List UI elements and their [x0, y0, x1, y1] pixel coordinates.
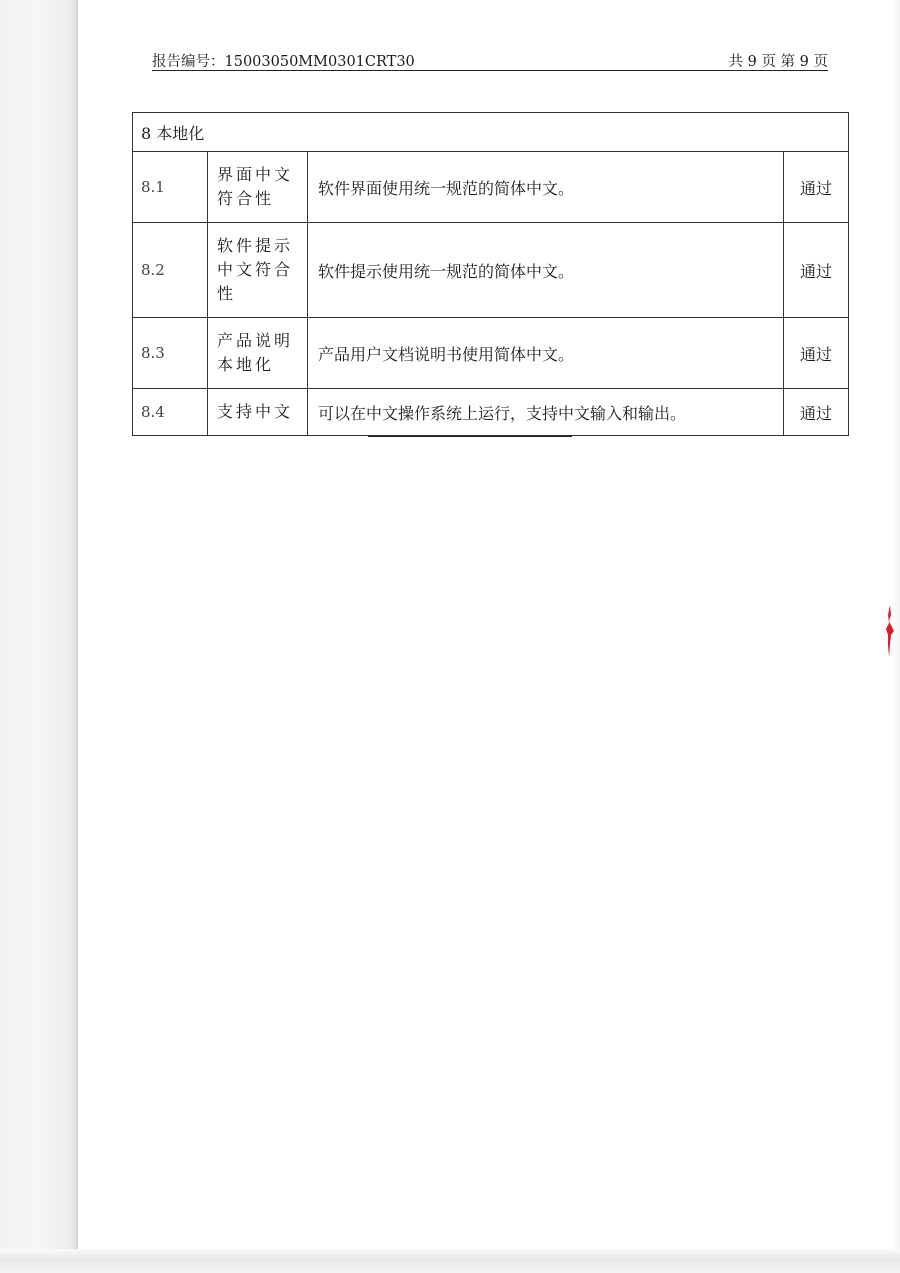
item-name: 支持中文: [208, 389, 308, 436]
item-result: 通过: [784, 389, 849, 436]
scan-left-shadow: [0, 0, 78, 1273]
item-result: 通过: [784, 152, 849, 223]
table-row: [133, 152, 849, 223]
localization-results-table: [132, 112, 849, 436]
item-description: 软件提示使用统一规范的简体中文。: [308, 223, 784, 318]
item-name: 界面中文符合性: [208, 152, 308, 223]
scan-fold-line: [76, 0, 78, 1250]
section-header-row: [133, 113, 849, 152]
item-number: 8.3: [133, 318, 208, 389]
table-row: [133, 223, 849, 318]
item-name: 产品说明本地化: [208, 318, 308, 389]
end-of-report-rule: [368, 436, 572, 437]
table-row: [133, 318, 849, 389]
item-number: 8.2: [133, 223, 208, 318]
item-description: 产品用户文档说明书使用简体中文。: [308, 318, 784, 389]
page-info: 共 9 页 第 9 页: [728, 54, 828, 70]
table-row: [133, 389, 849, 436]
report-number: 报告编号：15003050MM0301CRT30: [152, 54, 415, 70]
item-result: 通过: [784, 223, 849, 318]
item-number: 8.1: [133, 152, 208, 223]
item-description: 软件界面使用统一规范的简体中文。: [308, 152, 784, 223]
page-header: [152, 48, 828, 71]
item-result: 通过: [784, 318, 849, 389]
item-number: 8.4: [133, 389, 208, 436]
item-description: 可以在中文操作系统上运行，支持中文输入和输出。: [308, 389, 784, 436]
section-title: 8 本地化: [133, 113, 849, 152]
item-name: 软件提示中文符合性: [208, 223, 308, 318]
seal-edge-mark: [885, 605, 895, 657]
scan-bottom-shadow: [0, 1249, 900, 1273]
